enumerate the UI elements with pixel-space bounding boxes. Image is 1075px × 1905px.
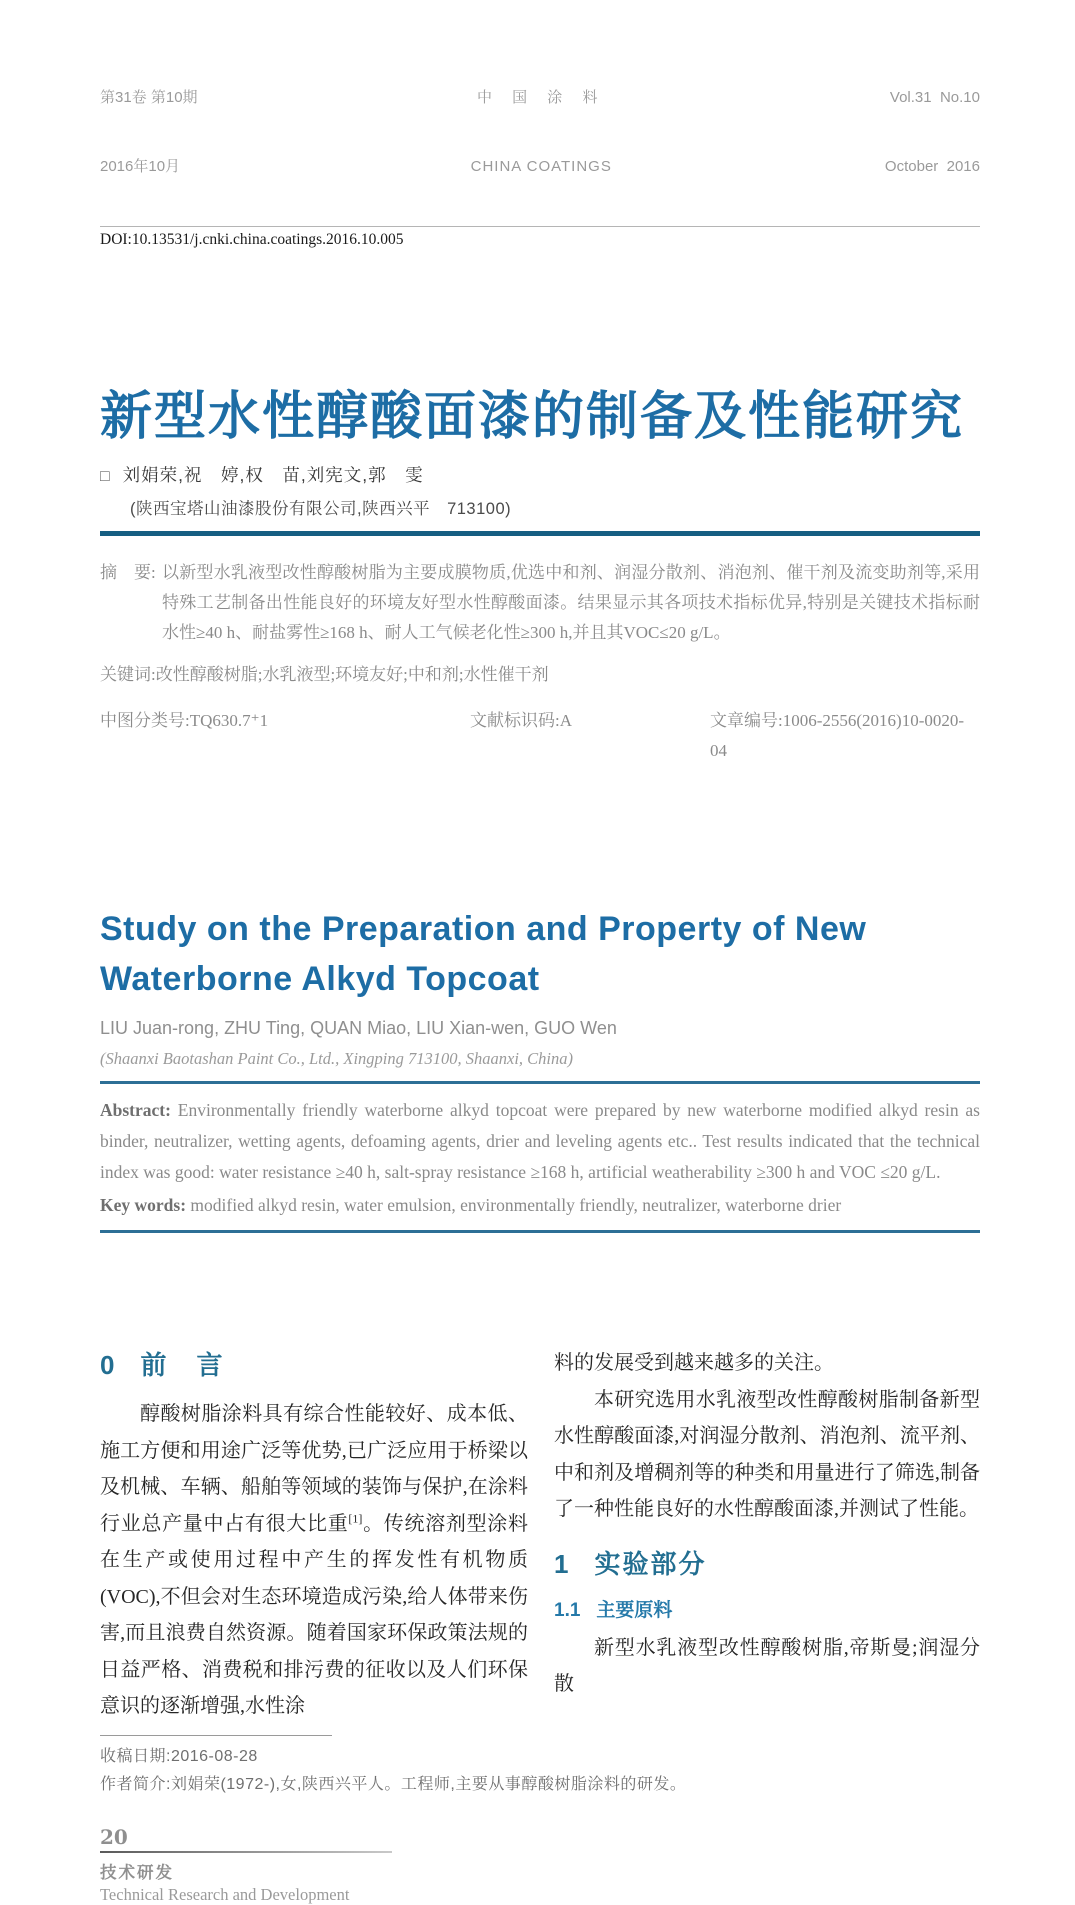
authors-en: LIU Juan-rong, ZHU Ting, QUAN Miao, LIU Xian-wen, GUO Wen — [100, 1018, 617, 1039]
column2-paragraph-2: 本研究选用水乳液型改性醇酸树脂制备新型水性醇酸面漆,对润湿分散剂、消泡剂、流平剂、中和剂及增稠剂等的种类和用量进行了筛选,制备了一种性能良好的水性醇酸面漆,并测试了性能。 — [554, 1388, 980, 1521]
journal-header-center — [471, 40, 612, 224]
doc-code-value: A — [559, 711, 573, 731]
divider-abstract-top — [100, 1081, 980, 1084]
article-id-value: 1006-2556(2016)10-0020-04 — [710, 711, 965, 761]
reference-1: [1] — [348, 1511, 363, 1526]
section-1-1-title: 主要原料 — [596, 1599, 673, 1621]
authors-cn-names: 刘娟荣,祝 婷,权 苗,刘宪文,郭 雯 — [122, 465, 424, 486]
section-0-paragraph — [100, 1396, 528, 1725]
article-id-cell — [710, 706, 980, 766]
author-bio-text: 刘娟荣(1972-),女,陕西兴平人。工程师,主要从事醇酸树脂涂料的研发。 — [170, 1776, 687, 1794]
section-0-number: 0 — [100, 1350, 115, 1381]
section-0-heading — [100, 1345, 528, 1382]
affiliation-cn: (陕西宝塔山油漆股份有限公司,陕西兴平 713100) — [130, 500, 512, 519]
abstract-en-text: Environmentally friendly waterborne alkyd topcoat were prepared by new waterborne modified alkyd resin as binder, neutralizer, wetting agents, defoaming agents, drier and leveling agents etc.. Test results indicated that the technical index was good: water resistance ≥40 h, salt-spray resistance ≥168 h, artificial weatherability ≥300 h and VOC ≤20 g/L. — [100, 1100, 980, 1183]
footnote-block — [100, 1735, 980, 1800]
section-1-1-heading — [554, 1595, 980, 1622]
abstract-en-block — [100, 1095, 980, 1188]
abstract-cn-label: 摘 要: — [100, 563, 156, 583]
section-1-1-number: 1.1 — [554, 1599, 581, 1621]
doc-code-cell — [470, 706, 710, 766]
article-id-label: 文章编号: — [710, 711, 783, 731]
classification-row — [100, 706, 980, 766]
body-column-right — [554, 1345, 980, 1725]
footer-divider — [100, 1851, 392, 1853]
abstract-cn-text: 以新型水乳液型改性醇酸树脂为主要成膜物质,优选中和剂、润湿分散剂、消泡剂、催干剂及流变助剂等,采用特殊工艺制备出性能良好的环境友好型水性醇酸面漆。结果显示其各项技术指标优异,特别是关键技术指标耐水性≥40 h、耐盐雾性≥168 h、耐人工气候老化性≥300 h,并且其VOC≤20 g/L。 — [162, 563, 980, 643]
date-cn: 2016年10月 — [100, 158, 181, 175]
journal-name-cn: 中 国 涂 料 — [476, 89, 606, 106]
footnote-divider — [100, 1735, 332, 1737]
section-0-text-b: 。传统溶剂型涂料在生产或使用过程中产生的挥发性有机物质(VOC),不但会对生态环境造成污染,给人体带来伤害,而且浪费自然资源。随着国家环保政策法规的日益严格、消费税和排污费的征收以及人们环保意识的逐渐增强,水性涂 — [100, 1512, 529, 1718]
keywords-cn-label: 关键词: — [100, 665, 156, 685]
keywords-en-label: Key words: — [100, 1195, 187, 1216]
received-date-label: 收稿日期: — [100, 1748, 171, 1766]
section-1-1-paragraph: 新型水乳液型改性醇酸树脂,帝斯曼;润湿分散 — [554, 1636, 980, 1696]
keywords-en-text: modified alkyd resin, water emulsion, environmentally friendly, neutralizer, waterborne drier — [186, 1195, 842, 1216]
section-0-title: 前 言 — [140, 1350, 225, 1381]
authors-cn — [100, 462, 980, 487]
received-date-value: 2016-08-28 — [170, 1748, 258, 1766]
volume-issue-en: Vol.31 No.10 — [889, 89, 980, 106]
keywords-cn-row — [100, 660, 980, 690]
received-date-line — [100, 1743, 980, 1771]
keywords-en-block — [100, 1190, 980, 1221]
clc-label: 中图分类号: — [100, 711, 190, 731]
author-bio-line — [100, 1771, 980, 1799]
date-en: October 2016 — [884, 158, 980, 175]
doc-code-label: 文献标识码: — [470, 711, 560, 731]
journal-header-left — [100, 40, 198, 224]
page-footer — [100, 1825, 980, 1905]
divider-thick-blue — [100, 531, 980, 536]
section-1-heading — [554, 1544, 980, 1581]
body-column-left — [100, 1345, 528, 1725]
section-0-text-a: 醇酸树脂涂料具有综合性能较好、成本低、施工方便和用途广泛等优势,已广泛应用于桥梁以及机械、车辆、船舶等领域的装饰与保护,在涂料行业总产量中占有很大比重 — [100, 1403, 528, 1535]
column2-paragraph-1: 料的发展受到越来越多的关注。 — [554, 1352, 834, 1375]
clc-cell — [100, 706, 470, 766]
author-marker-square: □ — [100, 468, 111, 486]
author-bio-label: 作者简介: — [100, 1776, 171, 1794]
abstract-cn-row — [100, 558, 980, 648]
journal-header-right — [885, 40, 980, 224]
affiliation-en: (Shaanxi Baotashan Paint Co., Ltd., Xingping 713100, Shaanxi, China) — [100, 1049, 573, 1069]
article-title-en: Study on the Preparation and Property of New Waterborne Alkyd Topcoat — [100, 910, 867, 999]
abstract-en-label: Abstract: — [100, 1100, 171, 1121]
footer-section-cn: 技术研发 — [100, 1864, 174, 1883]
volume-issue-cn: 第31卷 第10期 — [100, 89, 198, 106]
abstract-cn-block — [100, 558, 980, 766]
body-columns — [100, 1345, 980, 1725]
footer-section-en: Technical Research and Development — [100, 1885, 350, 1905]
section-1-number: 1 — [554, 1548, 569, 1579]
page-number: 20 — [100, 1825, 128, 1850]
article-title-cn: 新型水性醇酸面漆的制备及性能研究 — [100, 388, 965, 446]
journal-header — [100, 40, 980, 227]
divider-abstract-bottom — [100, 1230, 980, 1233]
section-1-title: 实验部分 — [594, 1548, 707, 1579]
keywords-cn-text: 改性醇酸树脂;水乳液型;环境友好;中和剂;水性催干剂 — [155, 665, 549, 685]
clc-number: TQ630.7⁺1 — [189, 711, 269, 731]
journal-name-en: CHINA COATINGS — [470, 158, 612, 175]
doi-line: DOI:10.13531/j.cnki.china.coatings.2016.10.005 — [100, 231, 404, 248]
